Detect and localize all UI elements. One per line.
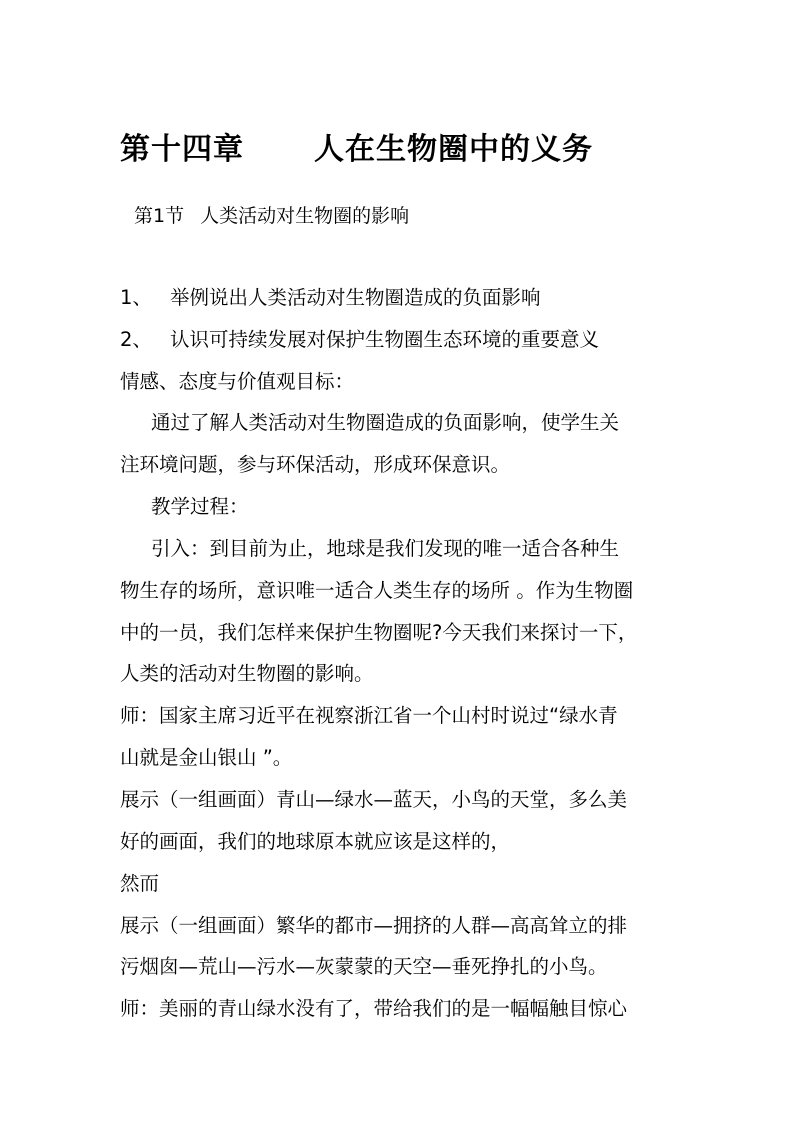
- paragraph-line: 好的画面，我们的地球原本就应该是这样的，: [120, 830, 511, 853]
- objective-number: 2、: [120, 328, 152, 351]
- objective-number: 1、: [120, 286, 152, 309]
- objective-text: 认识可持续发展对保护生物圈生态环境的重要意义: [170, 328, 600, 351]
- paragraph-line: 通过了解人类活动对生物圈造成的负面影响，使学生关: [151, 411, 620, 434]
- teaching-process-heading: 教学过程：: [151, 495, 249, 518]
- paragraph-line: 物生存的场所，意识唯一适合人类生存的场所 。作为生物圈: [120, 579, 634, 602]
- chapter-heading: [120, 124, 593, 168]
- paragraph-line: 师：国家主席习近平在视察浙江省一个山村时说过“绿水青: [120, 704, 618, 727]
- objective-text: 举例说出人类活动对生物圈造成的负面影响: [170, 286, 541, 309]
- paragraph-line: 展示（一组画面）青山—绿水—蓝天，小鸟的天堂，多么美: [120, 788, 628, 811]
- objective-item: [120, 327, 599, 353]
- chapter-title: 人在生物圈中的义务: [314, 132, 593, 167]
- objective-item: [120, 285, 541, 311]
- paragraph-line: 中的一员，我们怎样来保护生物圈呢?今天我们来探讨一下，: [120, 621, 638, 644]
- section-number: 第1节: [134, 205, 185, 227]
- section-heading: [134, 201, 409, 228]
- paragraph-line: 展示（一组画面）繁华的都市—拥挤的人群—高高耸立的排: [120, 914, 628, 937]
- paragraph-line: 人类的活动对生物圈的影响。: [120, 662, 374, 685]
- section-title: 人类活动对生物圈的影响: [200, 205, 410, 227]
- paragraph-line: 然而: [120, 872, 160, 895]
- paragraph-line: 污烟囱—荒山—污水—灰蒙蒙的天空—垂死挣扎的小鸟。: [120, 955, 608, 978]
- chapter-number: 第十四章: [120, 132, 244, 167]
- paragraph-line: 师：美丽的青山绿水没有了，带给我们的是一幅幅触目惊心: [120, 997, 628, 1020]
- paragraph-line: 注环境问题，参与环保活动，形成环保意识。: [120, 453, 511, 476]
- paragraph-line: 山就是金山银山 ”。: [120, 746, 293, 769]
- paragraph-line: 引入：到目前为止，地球是我们发现的唯一适合各种生: [151, 537, 620, 560]
- objectives-heading: 情感、态度与价值观目标：: [120, 370, 355, 393]
